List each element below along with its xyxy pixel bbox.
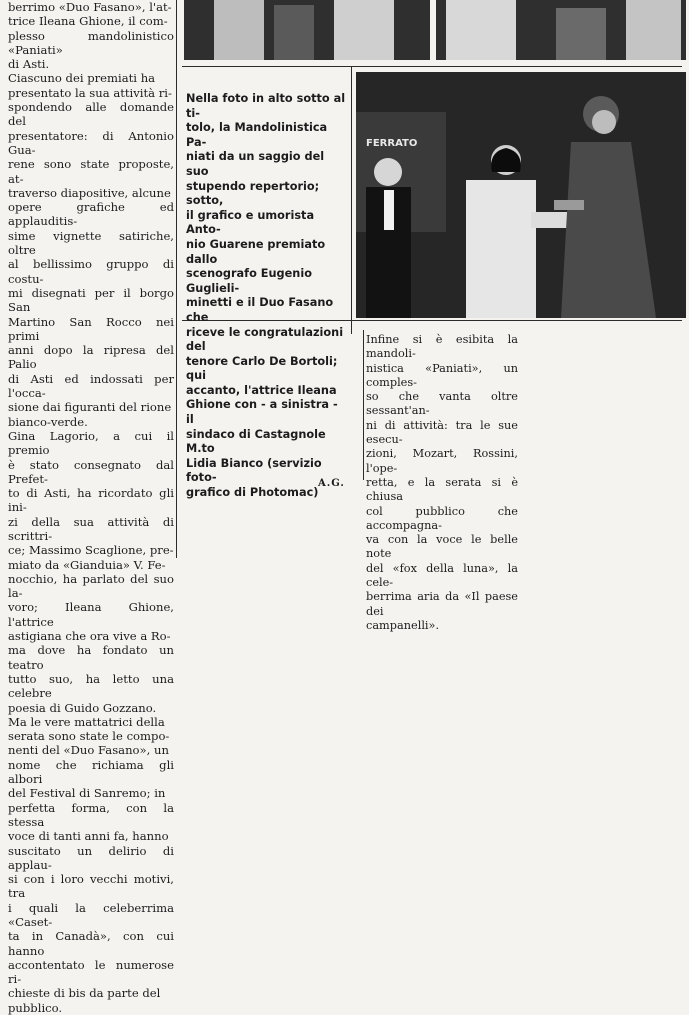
photo-main-image bbox=[356, 72, 686, 318]
photo-caption bbox=[186, 92, 346, 501]
photo-main bbox=[356, 72, 686, 318]
lower-column bbox=[366, 333, 518, 633]
lower-paragraph: Infine si è esibita la mandoli- nistica «Paniati», un comples- so che vanta oltre sessant'an- ni di attività: tra le sue esecu- zioni, Mozart, Rossini, l'ope- retta, e la serata si è chiusa col pubblico che accompagna- va con la voce le belle note del «fox della luna», la cele- berrima aria da «Il paese dei campanelli». bbox=[366, 333, 518, 632]
photo-top-left bbox=[184, 0, 430, 60]
caption-text: Nella foto in alto sotto al ti- tolo, la Mandolinistica Pa- niati da un saggio del suo stupendo repertorio; sotto, il grafico e umorista Anto- nio Guarene premiato dallo scenografo Eugenio Guglieli- minetti e il Duo Fasano che riceve le congratulazioni del tenore Carlo De Bortoli; qui accanto, l'attrice Ileana Ghione con - a sinistra - il sindaco di Castagnole M.to Lidia Bianco (servizio foto- grafico di Photomac) bbox=[186, 92, 346, 500]
photo-banner-text: FERRATO bbox=[366, 138, 418, 149]
photo-top-left-image bbox=[184, 0, 430, 60]
left-paragraph-4: Ma le vere mattatrici della serata sono state le compo- nenti del «Duo Fasano», un nome che richiama gli albori del Festival di Sanremo; in perfetta forma, con la stessa voce di tanti anni fa, hanno suscitato un delirio di applau- si con i loro vecchi motivi, tra i quali la celeberrima «Caset- ta in Canadà», con cui hanno accontentato le numerose ri- chieste di bis da parte del pubblico. bbox=[8, 714, 174, 1015]
column-rule-left bbox=[176, 0, 177, 558]
left-paragraph-1: berrimo «Duo Fasano», l'at- trice Ileana Ghione, il com- plesso mandolinistico «Paniati» di Asti. bbox=[8, 0, 174, 72]
photo-top-right bbox=[436, 0, 686, 60]
top-rule bbox=[182, 66, 682, 67]
left-paragraph-3: Gina Lagorio, a cui il premio è stato consegnato dal Prefet- to di Asti, ha ricordato gli ini- zi della sua attività di scrittri- ce; Massimo Scaglione, pre- miato da «Gianduia» V. Fe- nocchio, ha parlato del suo la- voro; Ileana Ghione, l'attrice astigiana che ora vive a Ro- ma dove ha fondato un teatro tutto suo, ha letto una celebre poesia di Guido Gozzano. bbox=[8, 428, 174, 715]
author-signature: A.G. bbox=[318, 478, 345, 489]
column-rule-mid bbox=[351, 66, 352, 334]
photo-top-right-image bbox=[436, 0, 686, 60]
column-rule-lower bbox=[363, 330, 364, 480]
left-column bbox=[8, 0, 174, 1015]
left-paragraph-2: Ciascuno dei premiati ha presentato la sua attività ri- spondendo alle domande del presentatore: di Antonio Gua- rene sono state proposte, at- traverso diapositive, alcune opere grafiche ed applauditis- sime vignette satiriche, oltre al bellissimo gruppo di costu- mi disegnati per il borgo San Martino San Rocco nei primi anni dopo la ripresa del Palio di Asti ed indossati per l'occa- sione dai figuranti del rione bianco-verde. bbox=[8, 71, 174, 429]
